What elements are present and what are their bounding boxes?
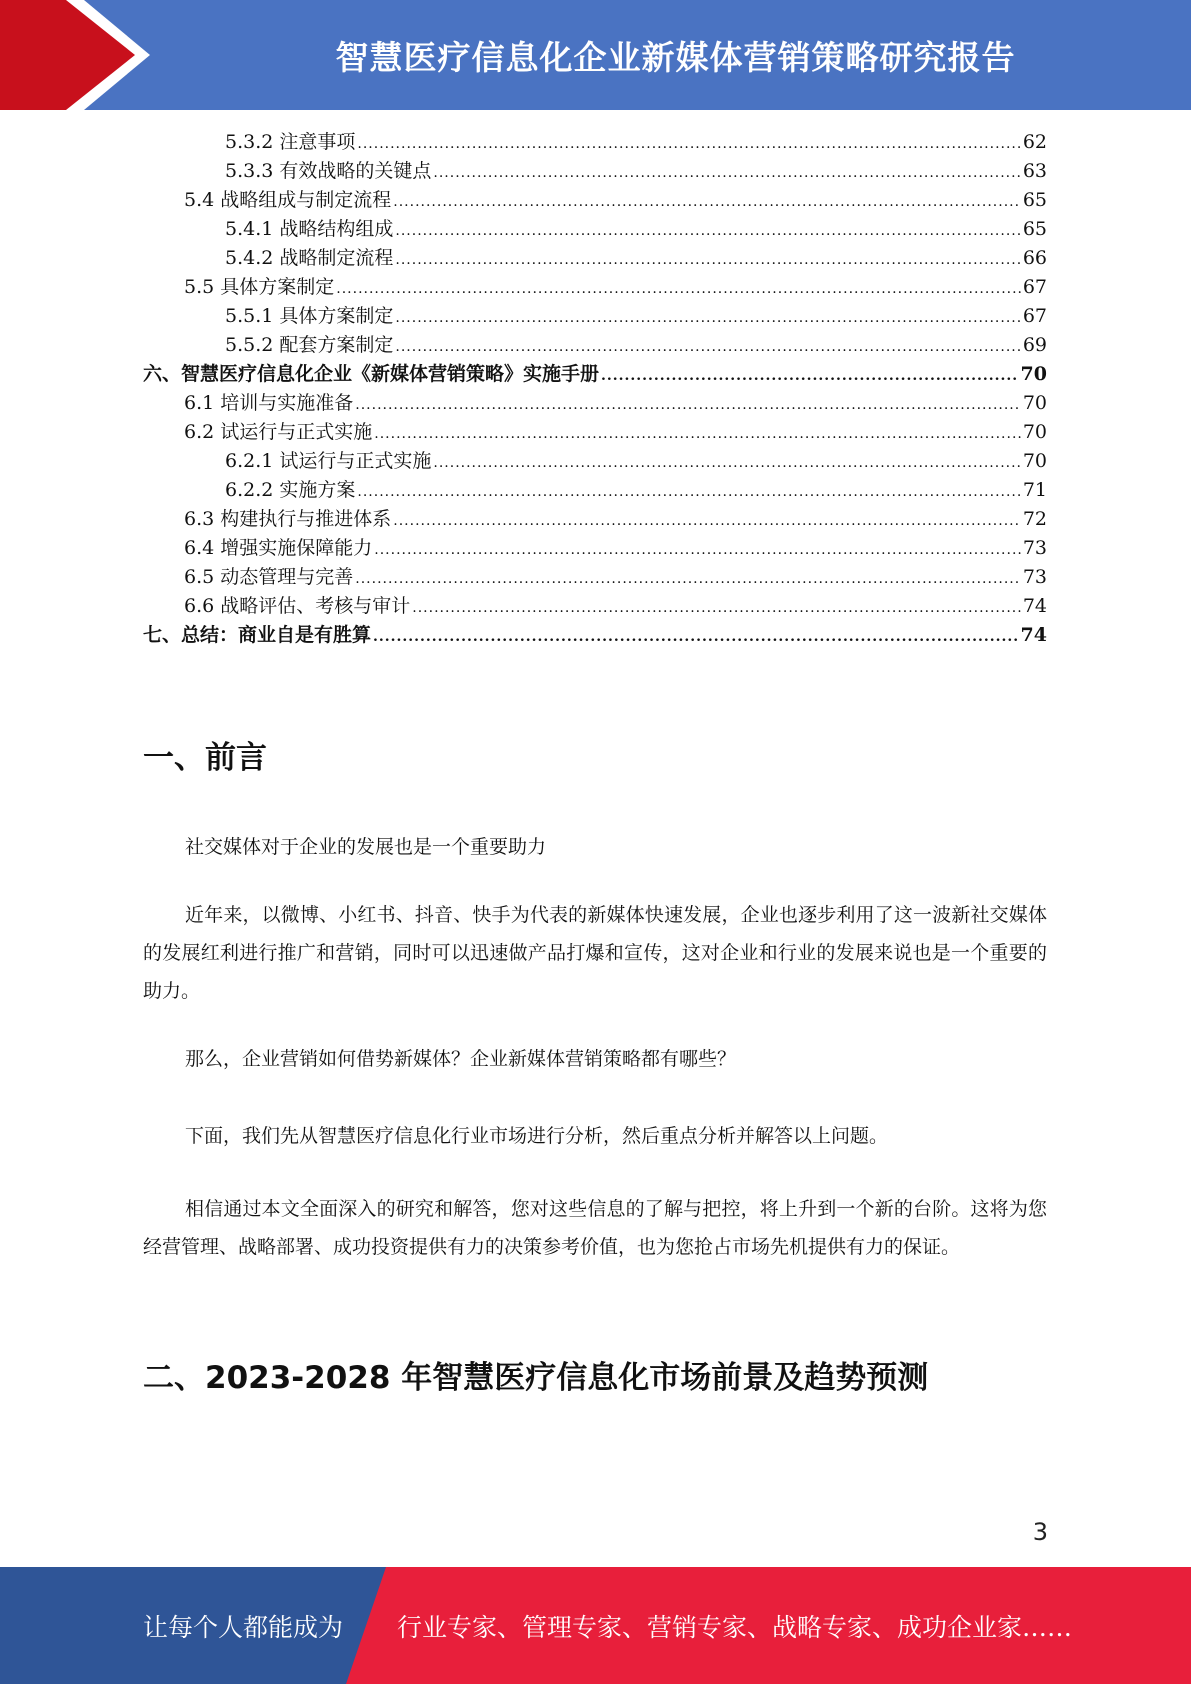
toc-leader-dots	[336, 275, 1021, 303]
toc-entry-page: 72	[1022, 508, 1047, 530]
toc-leader-dots	[433, 159, 1020, 187]
toc-entry-text: 5.4 战略组成与制定流程	[184, 189, 392, 211]
toc-entry[interactable]	[225, 302, 1047, 330]
toc-entry-page: 73	[1022, 537, 1047, 559]
body-paragraph: 社交媒体对于企业的发展也是一个重要助力	[185, 836, 547, 858]
toc-entry-page: 70	[1022, 450, 1047, 472]
page-number: 3	[1032, 1518, 1048, 1546]
section-heading-forecast: 二、2023-2028 年智慧医疗信息化市场前景及趋势预测	[143, 1360, 929, 1396]
page-footer	[0, 1567, 1191, 1684]
toc-entry-text: 六、智慧医疗信息化企业《新媒体营销策略》实施手册	[143, 363, 600, 385]
toc-entry[interactable]	[184, 563, 1047, 591]
toc-entry-text: 6.6 战略评估、考核与审计	[184, 595, 411, 617]
toc-leader-dots	[355, 391, 1021, 419]
toc-entry-text: 6.1 培训与实施准备	[184, 392, 354, 414]
toc-entry-text: 5.5.2 配套方案制定	[225, 334, 394, 356]
toc-entry[interactable]	[225, 476, 1047, 504]
toc-entry-page: 74	[1022, 595, 1047, 617]
toc-entry[interactable]	[225, 157, 1047, 185]
toc-entry-text: 5.3.3 有效战略的关键点	[225, 160, 432, 182]
body-paragraph: 那么，企业营销如何借势新媒体？企业新媒体营销策略都有哪些？	[185, 1048, 737, 1070]
toc-leader-dots	[393, 188, 1021, 216]
toc-entry-page: 63	[1022, 160, 1047, 182]
toc-leader-dots	[601, 362, 1019, 390]
toc-entry-text: 6.5 动态管理与完善	[184, 566, 354, 588]
toc-leader-dots	[374, 420, 1021, 448]
report-title: 智慧医疗信息化企业新媒体营销策略研究报告	[335, 37, 1016, 77]
toc-entry[interactable]	[184, 418, 1047, 446]
toc-entry-page: 73	[1022, 566, 1047, 588]
toc-entry[interactable]	[184, 505, 1047, 533]
toc-leader-dots	[412, 594, 1021, 622]
toc-entry[interactable]	[184, 592, 1047, 620]
toc-entry-page: 65	[1022, 218, 1047, 240]
toc-entry[interactable]	[184, 534, 1047, 562]
footer-slogan-lead: 让每个人都能成为	[143, 1612, 344, 1642]
toc-chapter-entry[interactable]	[143, 621, 1047, 649]
toc-leader-dots	[395, 304, 1020, 332]
toc-entry-text: 6.2.2 实施方案	[225, 479, 356, 501]
toc-leader-dots	[355, 565, 1021, 593]
toc-entry-page: 70	[1022, 421, 1047, 443]
toc-entry-page: 70	[1022, 392, 1047, 414]
toc-entry-text: 5.3.2 注意事项	[225, 131, 356, 153]
toc-entry-text: 5.4.2 战略制定流程	[225, 247, 394, 269]
header-red-chevron	[0, 0, 135, 110]
toc-entry-text: 6.4 增强实施保障能力	[184, 537, 373, 559]
toc-entry[interactable]	[184, 389, 1047, 417]
toc-entry[interactable]	[184, 273, 1047, 301]
toc-leader-dots	[357, 130, 1020, 158]
toc-leader-dots	[374, 536, 1021, 564]
toc-entry-page: 71	[1022, 479, 1047, 501]
page-header	[0, 0, 1191, 110]
toc-entry[interactable]	[225, 331, 1047, 359]
body-paragraph: 下面，我们先从智慧医疗信息化行业市场进行分析，然后重点分析并解答以上问题。	[185, 1125, 889, 1147]
toc-entry-text: 5.5.1 具体方案制定	[225, 305, 394, 327]
body-paragraph: 近年来，以微博、小红书、抖音、快手为代表的新媒体快速发展，企业也逐步利用了这一波新社交媒体的发展红利进行推广和营销，同时可以迅速做产品打爆和宣传，这对企业和行业的发展来说也是一个重要的助力。	[143, 904, 1047, 1002]
toc-entry-text: 6.3 构建执行与推进体系	[184, 508, 392, 530]
toc-entry-page: 65	[1022, 189, 1047, 211]
toc-entry-text: 6.2.1 试运行与正式实施	[225, 450, 432, 472]
toc-leader-dots	[357, 478, 1020, 506]
toc-entry-page: 69	[1022, 334, 1047, 356]
footer-slogan-roles: 行业专家、管理专家、营销专家、战略专家、成功企业家……	[397, 1612, 1073, 1642]
toc-chapter-entry[interactable]	[143, 360, 1047, 388]
toc-entry-text: 6.2 试运行与正式实施	[184, 421, 373, 443]
toc-leader-dots	[395, 246, 1020, 274]
toc-entry[interactable]	[184, 186, 1047, 214]
toc-leader-dots	[373, 623, 1019, 651]
toc-leader-dots	[395, 217, 1020, 245]
toc-entry[interactable]	[225, 128, 1047, 156]
toc-entry-text: 5.4.1 战略结构组成	[225, 218, 394, 240]
toc-entry-text: 5.5 具体方案制定	[184, 276, 335, 298]
body-paragraph: 相信通过本文全面深入的研究和解答，您对这些信息的了解与把控，将上升到一个新的台阶。这将为您经营管理、战略部署、成功投资提供有力的决策参考价值，也为您抢占市场先机提供有力的保证。	[143, 1198, 1047, 1258]
toc-leader-dots	[393, 507, 1021, 535]
toc-leader-dots	[433, 449, 1020, 477]
toc-entry[interactable]	[225, 244, 1047, 272]
toc-entry-page: 66	[1022, 247, 1047, 269]
toc-entry-page: 67	[1022, 276, 1047, 298]
toc-entry-page: 70	[1020, 363, 1047, 385]
toc-entry[interactable]	[225, 215, 1047, 243]
section-heading-preface: 一、前言	[143, 740, 267, 776]
toc-entry-page: 67	[1022, 305, 1047, 327]
toc-leader-dots	[395, 333, 1020, 361]
toc-entry-page: 74	[1020, 624, 1047, 646]
toc-entry-page: 62	[1022, 131, 1047, 153]
toc-entry-text: 七、总结：商业自是有胜算	[143, 624, 372, 646]
toc-entry[interactable]	[225, 447, 1047, 475]
